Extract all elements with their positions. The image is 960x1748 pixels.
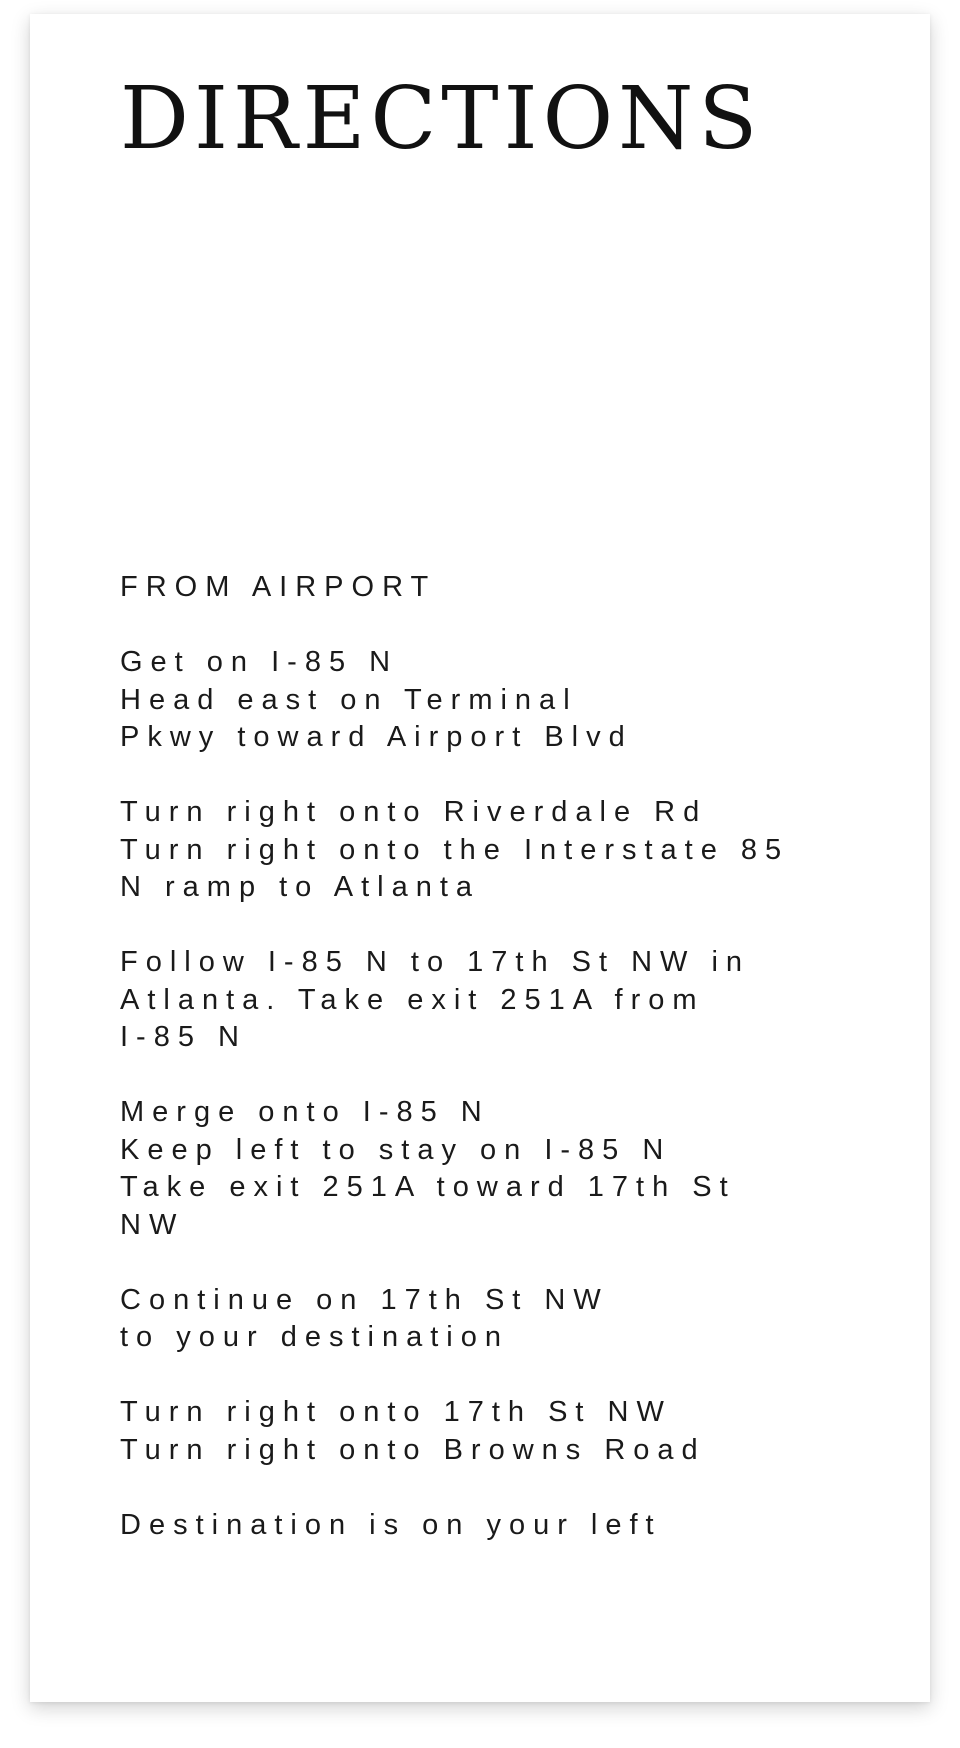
direction-line: Get on I-85 N [120,646,399,678]
section-heading: FROM AIRPORT [120,571,437,603]
direction-step [120,644,900,757]
direction-line: to your destination [120,1321,509,1353]
direction-line: Take exit 251A toward 17th St [120,1171,736,1203]
direction-line: Turn right onto the Interstate 85 [120,833,790,866]
page-title: DIRECTIONS [120,69,763,169]
direction-line: Turn right onto Riverdale Rd [120,796,708,828]
direction-line: Pkwy toward Airport Blvd [120,721,633,753]
direction-line: Keep left to stay on I-85 N [120,1133,672,1166]
direction-line: Continue on 17th St NW [120,1283,609,1316]
direction-line: NW [120,1208,185,1241]
direction-step [120,1094,900,1244]
direction-line: I-85 N [120,1021,247,1053]
direction-step [120,794,900,907]
direction-line: Destination is on your left [120,1508,662,1541]
direction-line: Turn right onto 17th St NW [120,1396,672,1428]
direction-line: Atlanta. Take exit 251A from [120,983,705,1016]
direction-line: Turn right onto Browns Road [120,1433,706,1466]
direction-step [120,1507,900,1545]
direction-line: Head east on Terminal [120,683,578,716]
direction-step [120,1394,900,1469]
direction-line: Merge onto I-85 N [120,1096,490,1128]
direction-line: N ramp to Atlanta [120,871,481,903]
direction-line: Follow I-85 N to 17th St NW in [120,946,751,978]
directions-card [30,14,930,1702]
direction-step [120,1282,900,1357]
direction-step [120,944,900,1057]
directions-content [120,569,900,1582]
